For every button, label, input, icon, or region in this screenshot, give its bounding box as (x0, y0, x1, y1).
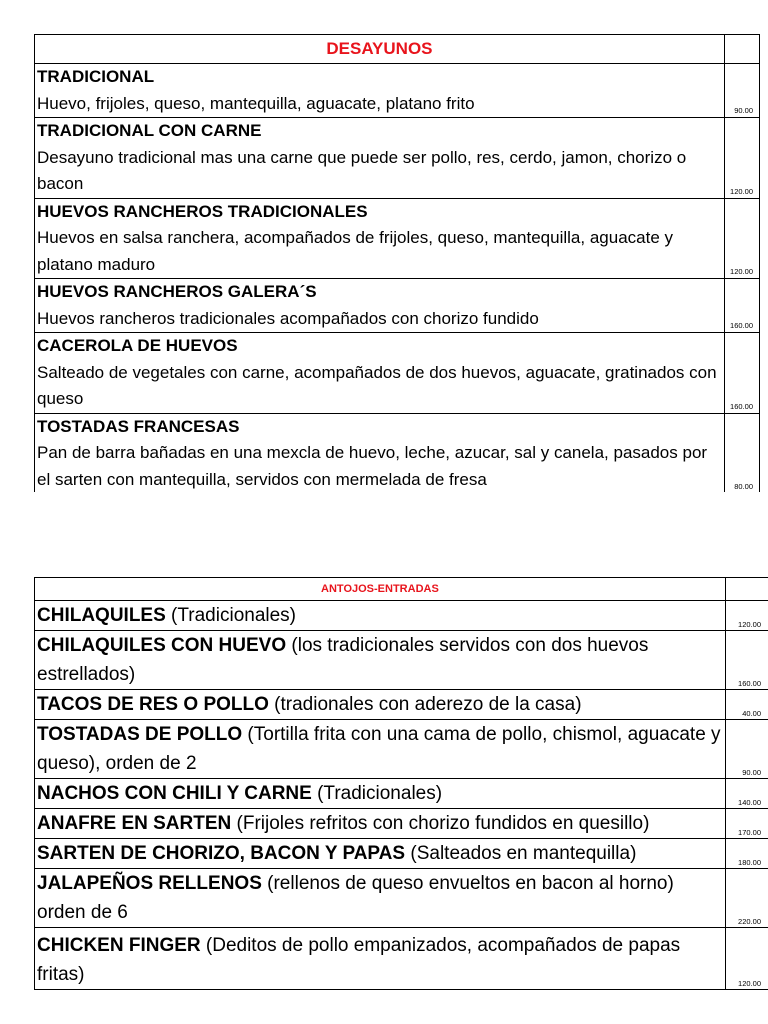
page-break-mask (30, 492, 768, 502)
item-name: TRADICIONAL (37, 67, 155, 86)
item-name: HUEVOS RANCHEROS GALERA´S (37, 282, 317, 301)
item-name: TRADICIONAL CON CARNE (37, 121, 262, 140)
desayunos-table (34, 34, 760, 494)
item-desc: Salteado de vegetales con carne, acompañados de dos huevos, aguacate, gratinados con queso (37, 362, 717, 408)
item-desc: Huevo, frijoles, queso, mantequilla, aguacate, platano frito (37, 93, 475, 113)
item-desc: (Salteados en mantequilla) (405, 843, 637, 864)
menu-row (35, 64, 760, 118)
item-name: SARTEN DE CHORIZO, BACON Y PAPAS (37, 843, 406, 864)
item-name: NACHOS CON CHILI Y CARNE (37, 783, 312, 804)
item-price: 120.00 (724, 118, 759, 199)
item-desc: (rellenos de queso envueltos en bacon al horno) orden de 6 (37, 873, 674, 923)
item-desc: Huevos en salsa ranchera, acompañados de frijoles, queso, mantequilla, aguacate y platano maduro (37, 228, 673, 274)
item-name: CHILAQUILES (37, 605, 166, 626)
item-name: HUEVOS RANCHEROS TRADICIONALES (37, 201, 368, 221)
item-price: 120.00 (725, 928, 768, 990)
item-price: 160.00 (725, 631, 768, 690)
item-price: 90.00 (724, 64, 759, 118)
item-desc: Huevos rancheros tradicionales acompañados con chorizo fundido (37, 308, 539, 328)
item-price: 80.00 (724, 413, 759, 494)
item-price: 160.00 (724, 279, 759, 333)
item-price: 120.00 (725, 601, 768, 631)
menu-row (35, 928, 768, 990)
item-price: 40.00 (725, 690, 768, 720)
item-name: CHICKEN FINGER (37, 935, 201, 956)
menu-row (35, 720, 768, 779)
item-desc: (Tradicionales) (311, 783, 443, 804)
menu-row (35, 198, 760, 279)
item-price: 160.00 (724, 333, 759, 414)
menu-row (35, 118, 760, 199)
item-name: TOSTADAS DE POLLO (37, 724, 243, 745)
item-price: 120.00 (724, 198, 759, 279)
item-name: TACOS DE RES O POLLO (37, 694, 269, 715)
item-desc: (tradionales con aderezo de la casa) (268, 694, 582, 715)
menu-row (35, 333, 760, 414)
menu-row (35, 601, 768, 631)
item-desc: Desayuno tradicional mas una carne que puede ser pollo, res, cerdo, jamon, chorizo o bacon (37, 147, 687, 193)
menu-row (35, 279, 760, 333)
item-price: 220.00 (725, 869, 768, 928)
menu-row (35, 839, 768, 869)
item-price: 180.00 (725, 839, 768, 869)
menu-row (35, 779, 768, 809)
item-name: CACEROLA DE HUEVOS (37, 336, 238, 355)
item-desc: (Deditos de pollo empanizados, acompañados de papas fritas) (37, 935, 681, 985)
item-desc: (Tortilla frita con una cama de pollo, chismol, aguacate y queso), orden de 2 (37, 724, 721, 774)
header-empty-cell (724, 35, 759, 64)
antojos-title: ANTOJOS-ENTRADAS (35, 578, 726, 601)
item-name: CHILAQUILES CON HUEVO (37, 635, 287, 656)
menu-row (35, 631, 768, 690)
item-name: ANAFRE EN SARTEN (37, 813, 232, 834)
desayunos-title: DESAYUNOS (35, 35, 725, 64)
menu-row (35, 690, 768, 720)
antojos-table (34, 577, 768, 990)
item-desc: Pan de barra bañadas en una mexcla de huevo, leche, azucar, sal y canela, pasados por el sarten con mantequilla, servidos con mermelada de fresa (37, 443, 708, 489)
header-empty-cell (725, 578, 768, 601)
item-name: TOSTADAS FRANCESAS (37, 416, 240, 436)
menu-row (35, 413, 760, 494)
item-name: JALAPEÑOS RELLENOS (37, 873, 262, 894)
item-price: 140.00 (725, 779, 768, 809)
menu-row (35, 869, 768, 928)
item-price: 90.00 (725, 720, 768, 779)
item-desc: (Frijoles refritos con chorizo fundidos en quesillo) (231, 813, 650, 834)
menu-row (35, 809, 768, 839)
item-price: 170.00 (725, 809, 768, 839)
item-desc: (Tradicionales) (165, 605, 297, 626)
item-desc: (los tradicionales servidos con dos huevos estrellados) (37, 635, 649, 685)
